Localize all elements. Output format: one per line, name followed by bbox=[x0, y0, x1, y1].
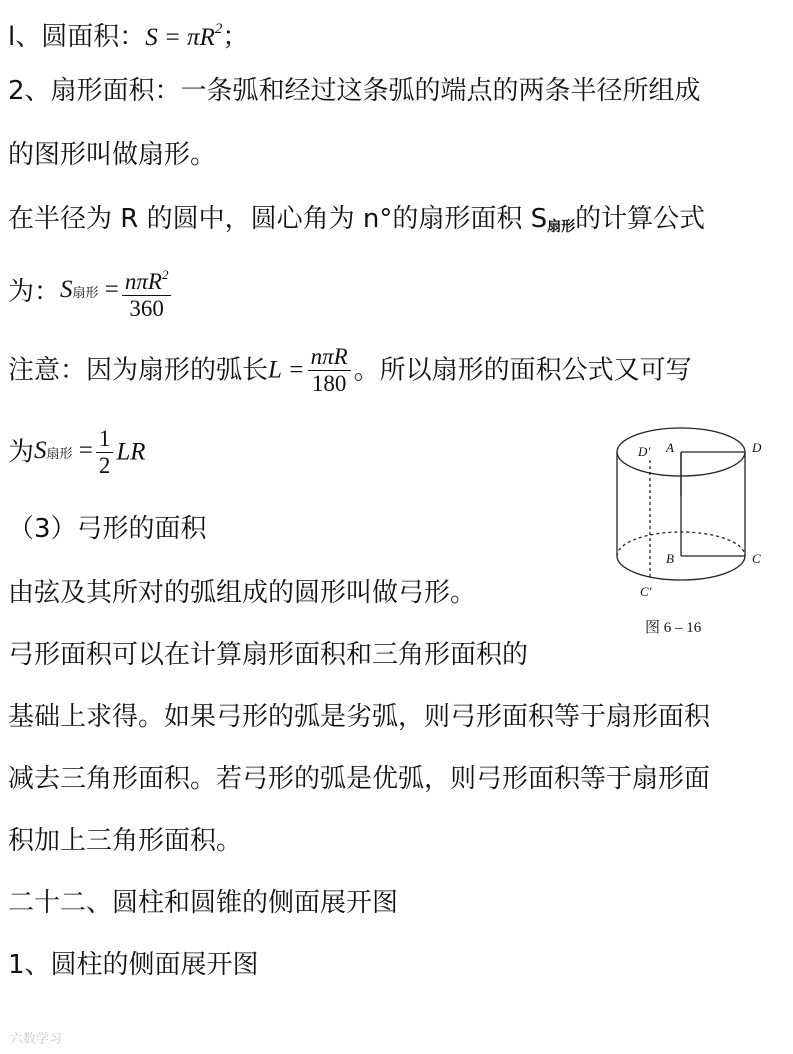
watermark: 六数学习 bbox=[10, 1032, 63, 1047]
line-sector-def-1: 2、扇形面积：一条弧和经过这条弧的端点的两条半径所组成 bbox=[8, 76, 701, 106]
line-sector-def-2: 的图形叫做扇形。 bbox=[8, 140, 217, 170]
line-segment-area-2: 基础上求得。如果弓形的弧是劣弧，则弓形面积等于扇形面积 bbox=[8, 702, 711, 732]
figure-caption: 图 6 – 16 bbox=[645, 620, 702, 636]
line-sector-formula-intro: 在半径为 R 的圆中，圆心角为 n°的扇形面积 S扇形的计算公式 bbox=[8, 204, 706, 235]
line-sector-area-formula: 为：S扇形 = $\frac{n\pi R^2}{360}$ bbox=[8, 262, 174, 322]
line-segment-heading: （3）弓形的面积 bbox=[8, 514, 207, 544]
line-circle-area: l、圆面积：$S = \pi R^2$； bbox=[8, 21, 249, 52]
label-d-prime: D' bbox=[638, 444, 651, 459]
label-c-prime: C' bbox=[640, 584, 652, 599]
line-sector-area-lr: 为S扇形 = $\frac{1}{2}$ LR bbox=[8, 426, 146, 478]
bottom-ellipse-front bbox=[617, 556, 745, 580]
label-b: B bbox=[666, 551, 674, 566]
fraction-arc-length: $\frac{\text{nπR}}{180}$ bbox=[308, 344, 351, 397]
fraction-one-half: $\frac{1}{2}$ bbox=[96, 426, 114, 479]
fraction-n-pi-r2-over-360: $\frac{n\pi R^2}{360}$ bbox=[122, 262, 172, 322]
circle-area-formula: $S = \pi R^2$ bbox=[145, 21, 223, 51]
line-segment-area-3: 减去三角形面积。若弓形的弧是优弧，则弓形面积等于扇形面 bbox=[8, 764, 711, 794]
line-segment-area-4: 积加上三角形面积。 bbox=[8, 826, 243, 856]
line-segment-def: 由弦及其所对的弧组成的圆形叫做弓形。 bbox=[8, 578, 477, 608]
line-segment-area-1: 弓形面积可以在计算扇形面积和三角形面积的 bbox=[8, 640, 529, 670]
subheading-cylinder-net: 1、圆柱的侧面展开图 bbox=[8, 950, 259, 980]
section-heading-cylinder-cone: 二十二、圆柱和圆锥的侧面展开图 bbox=[8, 888, 399, 918]
label-d: D bbox=[752, 440, 762, 455]
label-a: A bbox=[666, 440, 674, 455]
cylinder-figure bbox=[606, 416, 781, 616]
line-arc-length-note: 注意：因为扇形的弧长L = $\frac{\text{nπR}}{180}$ 。所以扇形的面积公式又可写 bbox=[8, 344, 692, 396]
label-c: C bbox=[752, 551, 761, 566]
